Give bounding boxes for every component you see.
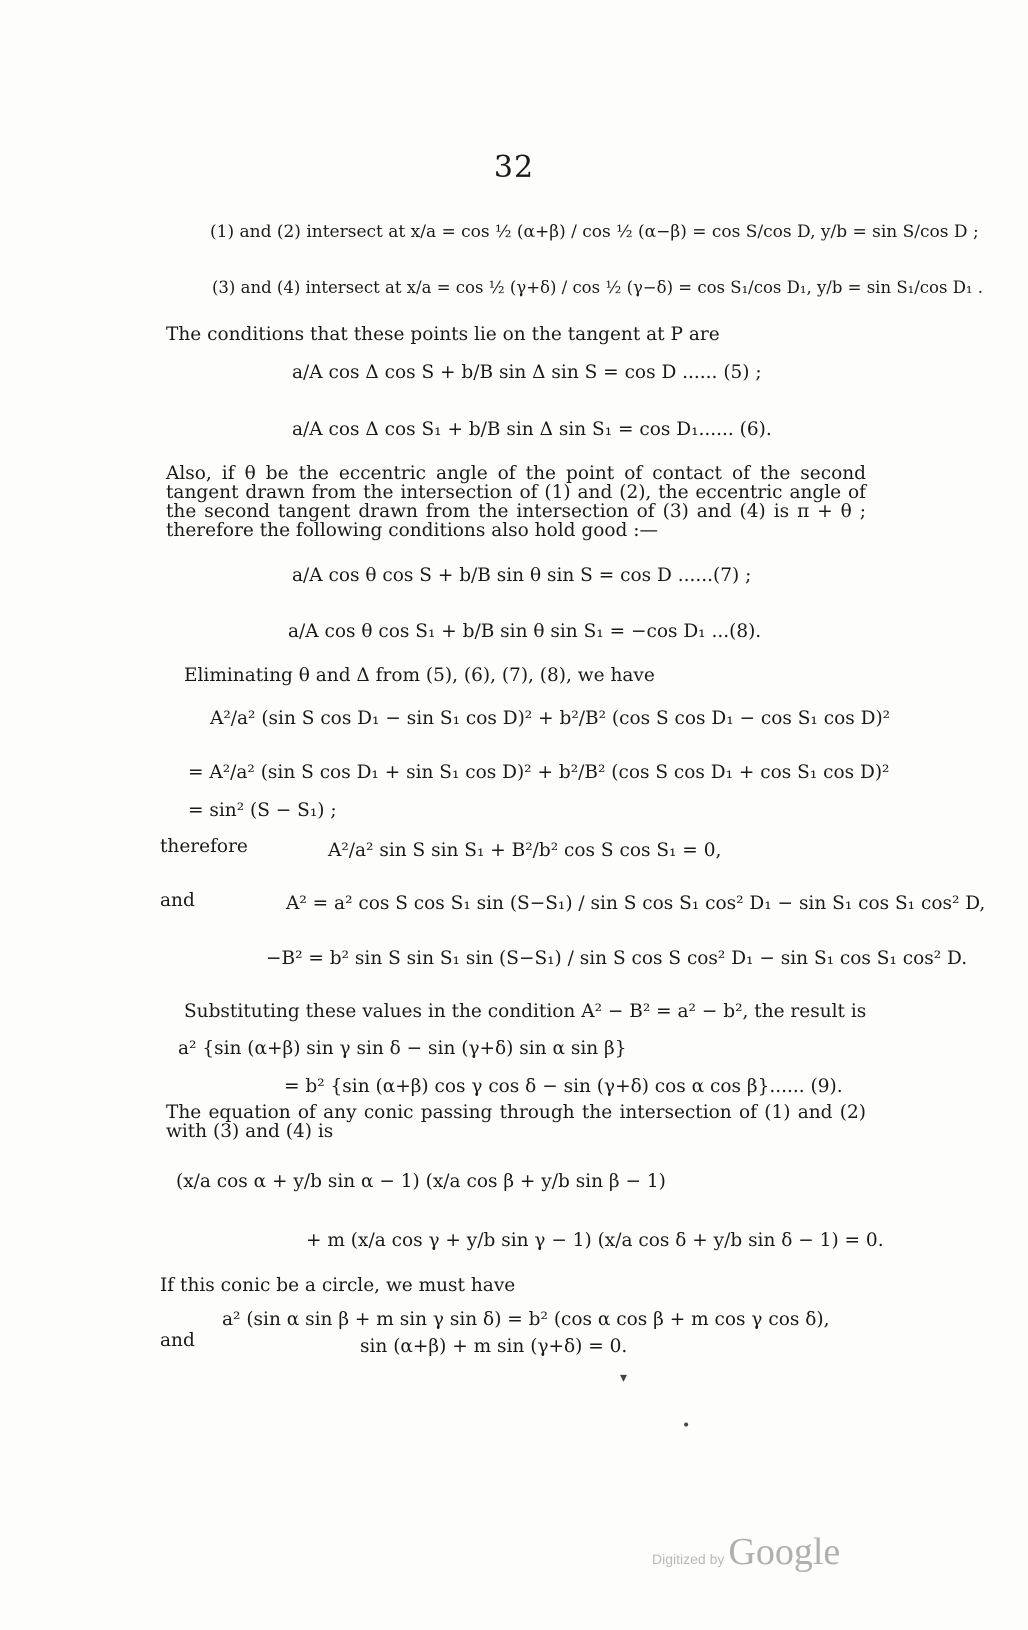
equation-elim-3: = sin² (S − S₁) ; xyxy=(188,800,337,821)
digitized-by-text: Digitized by xyxy=(652,1551,725,1567)
label-and-2: and xyxy=(160,1330,195,1351)
scan-speck-2: • xyxy=(682,1418,691,1434)
page-number: 32 xyxy=(493,150,535,185)
equation-circle-2: sin (α+β) + m sin (γ+δ) = 0. xyxy=(360,1336,628,1357)
equation-line-1: (1) and (2) intersect at x/a = cos ½ (α+β) / cos ½ (α−β) = cos S/cos D, y/b = sin S/cos D ; xyxy=(210,222,979,242)
equation-7: a/A cos θ cos S + b/B sin θ sin S = cos D ......(7) ; xyxy=(292,565,752,586)
equation-A-squared: A² = a² cos S cos S₁ sin (S−S₁) / sin S cos S₁ cos² D₁ − sin S₁ cos S₁ cos² D, xyxy=(286,893,986,914)
paragraph-eccentric-angle: Also, if θ be the eccentric angle of the point of contact of the second tangent drawn from the intersection of (1) and (2), the eccentric angle of the second tangent drawn from the intersection of (3) and (4) is π + θ ; therefore the following conditions also hold good :— xyxy=(166,463,866,541)
digitized-watermark xyxy=(652,1530,840,1574)
equation-therefore: A²/a² sin S sin S₁ + B²/b² cos S cos S₁ = 0, xyxy=(328,840,722,861)
text-line-eliminating: Eliminating θ and Δ from (5), (6), (7), (8), we have xyxy=(184,665,655,686)
equation-conic-1: (x/a cos α + y/b sin α − 1) (x/a cos β + y/b sin β − 1) xyxy=(176,1171,666,1192)
paragraph-conic-equation: The equation of any conic passing through the intersection of (1) and (2) with (3) and (4) is xyxy=(166,1102,866,1142)
equation-elim-1: A²/a² (sin S cos D₁ − sin S₁ cos D)² + b²/B² (cos S cos D₁ − cos S₁ cos D)² xyxy=(210,708,891,729)
equation-8: a/A cos θ cos S₁ + b/B sin θ sin S₁ = −cos D₁ ...(8). xyxy=(288,621,762,642)
equation-5: a/A cos Δ cos S + b/B sin Δ sin S = cos D ...... (5) ; xyxy=(292,362,762,383)
google-logo: Google xyxy=(728,1531,841,1573)
label-therefore: therefore xyxy=(160,836,248,857)
text-line-conditions: The conditions that these points lie on the tangent at P are xyxy=(166,324,720,345)
equation-conic-2: + m (x/a cos γ + y/b sin γ − 1) (x/a cos δ + y/b sin δ − 1) = 0. xyxy=(306,1230,884,1251)
equation-line-2: (3) and (4) intersect at x/a = cos ½ (γ+δ) / cos ½ (γ−δ) = cos S₁/cos D₁, y/b = sin S₁/cos D₁ . xyxy=(212,278,984,297)
equation-B-squared: −B² = b² sin S sin S₁ sin (S−S₁) / sin S cos S cos² D₁ − sin S₁ cos S₁ cos² D. xyxy=(266,948,968,969)
equation-9-part-1: a² {sin (α+β) sin γ sin δ − sin (γ+δ) sin α sin β} xyxy=(178,1038,627,1059)
scan-speck-1: ▾ xyxy=(620,1370,628,1386)
label-and-1: and xyxy=(160,890,195,911)
equation-6: a/A cos Δ cos S₁ + b/B sin Δ sin S₁ = cos D₁...... (6). xyxy=(292,419,772,440)
equation-elim-2: = A²/a² (sin S cos D₁ + sin S₁ cos D)² + b²/B² (cos S cos D₁ + cos S₁ cos D)² xyxy=(188,762,890,783)
equation-circle-1: a² (sin α sin β + m sin γ sin δ) = b² (cos α cos β + m cos γ cos δ), xyxy=(222,1309,830,1330)
text-line-substituting: Substituting these values in the condition A² − B² = a² − b², the result is xyxy=(184,1001,867,1022)
equation-9-part-2: = b² {sin (α+β) cos γ cos δ − sin (γ+δ) cos α cos β}...... (9). xyxy=(284,1076,843,1097)
text-line-circle: If this conic be a circle, we must have xyxy=(160,1275,516,1296)
